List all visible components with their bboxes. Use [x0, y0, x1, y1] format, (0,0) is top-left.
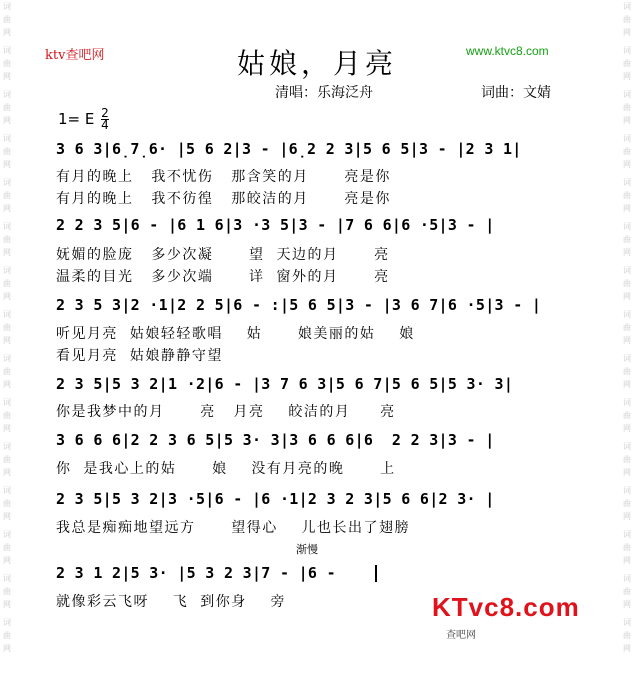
final-barline — [375, 565, 377, 582]
lyric-row-4: 你是我梦中的月 亮 月亮 皎洁的月 亮 — [56, 404, 396, 420]
time-numerator: 2 — [101, 106, 109, 120]
lyric-row-6: 我总是痴痴地望远方 望得心 儿也长出了翅膀 — [56, 520, 411, 536]
site-logo-left: ktv查吧网 — [45, 48, 105, 63]
lyric-row-5: 你 是我心上的姑 娘 没有月亮的晚 上 — [56, 461, 396, 477]
brand-subtitle: 查吧网 — [446, 630, 476, 641]
notation-row-3: 2 3 5 3|2 ·1|2 2 5|6 - :|5 6 5|3 - |3 6 7|6 ·5|3 - | — [56, 296, 542, 314]
song-title: 姑娘，月亮 — [236, 47, 397, 80]
notation-row-4: 2 3 5|5 3 2|1 ·2|6 - |3 7 6 3|5 6 7|5 6 5|5 3· 3| — [56, 375, 514, 393]
tempo-marking: 渐慢 — [296, 543, 318, 556]
notation-row-1: 3 6 3|6̣7̣6· |5 6 2|3 - |6̣2 2 3|5 6 5|3 - |2 3 1| — [56, 140, 522, 158]
key-signature — [58, 108, 109, 131]
composer-credit: 词曲：文婧 — [481, 85, 551, 101]
notation-row-6: 2 3 5|5 3 2|3 ·5|6 - |6 ·1|2 3 2 3|5 6 6|2 3· | — [56, 490, 495, 508]
notation-row-2: 2 2 3 5|6 - |6 1 6|3 ·3 5|3 - |7 6 6|6 ·5|3 - | — [56, 216, 495, 234]
lyric-row-7: 就像彩云飞呀 飞 到你身 旁 — [56, 594, 287, 610]
lyric-row-3a: 听见月亮 姑娘轻轻歌唱 姑 娘美丽的姑 娘 — [56, 326, 415, 342]
lyric-row-2b: 温柔的目光 多少次端 详 窗外的月 亮 — [56, 269, 390, 285]
key-label: 1= E — [58, 110, 95, 128]
watermark-right: 词曲网 词曲网 词曲网 词曲网 词曲网 词曲网 词曲网 词曲网 词曲网 词曲网 词曲网 词曲网 词曲网 词曲网 词曲网 — [623, 2, 631, 653]
site-url: www.ktvc8.com — [466, 44, 549, 58]
time-signature — [101, 108, 109, 131]
brand-logo: KTvc8.com — [432, 592, 580, 622]
lyric-row-2a: 妩媚的脸庞 多少次凝 望 天边的月 亮 — [56, 247, 390, 263]
lyric-row-1b: 有月的晚上 我不彷徨 那皎洁的月 亮是你 — [56, 191, 391, 207]
time-denominator: 4 — [101, 118, 109, 132]
lyric-row-3b: 看见月亮 姑娘静静守望 — [56, 348, 223, 364]
notation-row-7: 2 3 1 2|5 3· |5 3 2 3|7 - |6 - — [56, 564, 346, 582]
lyric-row-1a: 有月的晚上 我不忧伤 那含笑的月 亮是你 — [56, 169, 391, 185]
singer-credit: 清唱：乐海泛舟 — [275, 85, 373, 101]
notation-row-5: 3 6 6 6|2 2 3 6 5|5 3· 3|3 6 6 6|6 2 2 3|3 - | — [56, 431, 495, 449]
watermark-left: 词曲网 词曲网 词曲网 词曲网 词曲网 词曲网 词曲网 词曲网 词曲网 词曲网 词曲网 词曲网 词曲网 词曲网 词曲网 — [3, 2, 11, 653]
